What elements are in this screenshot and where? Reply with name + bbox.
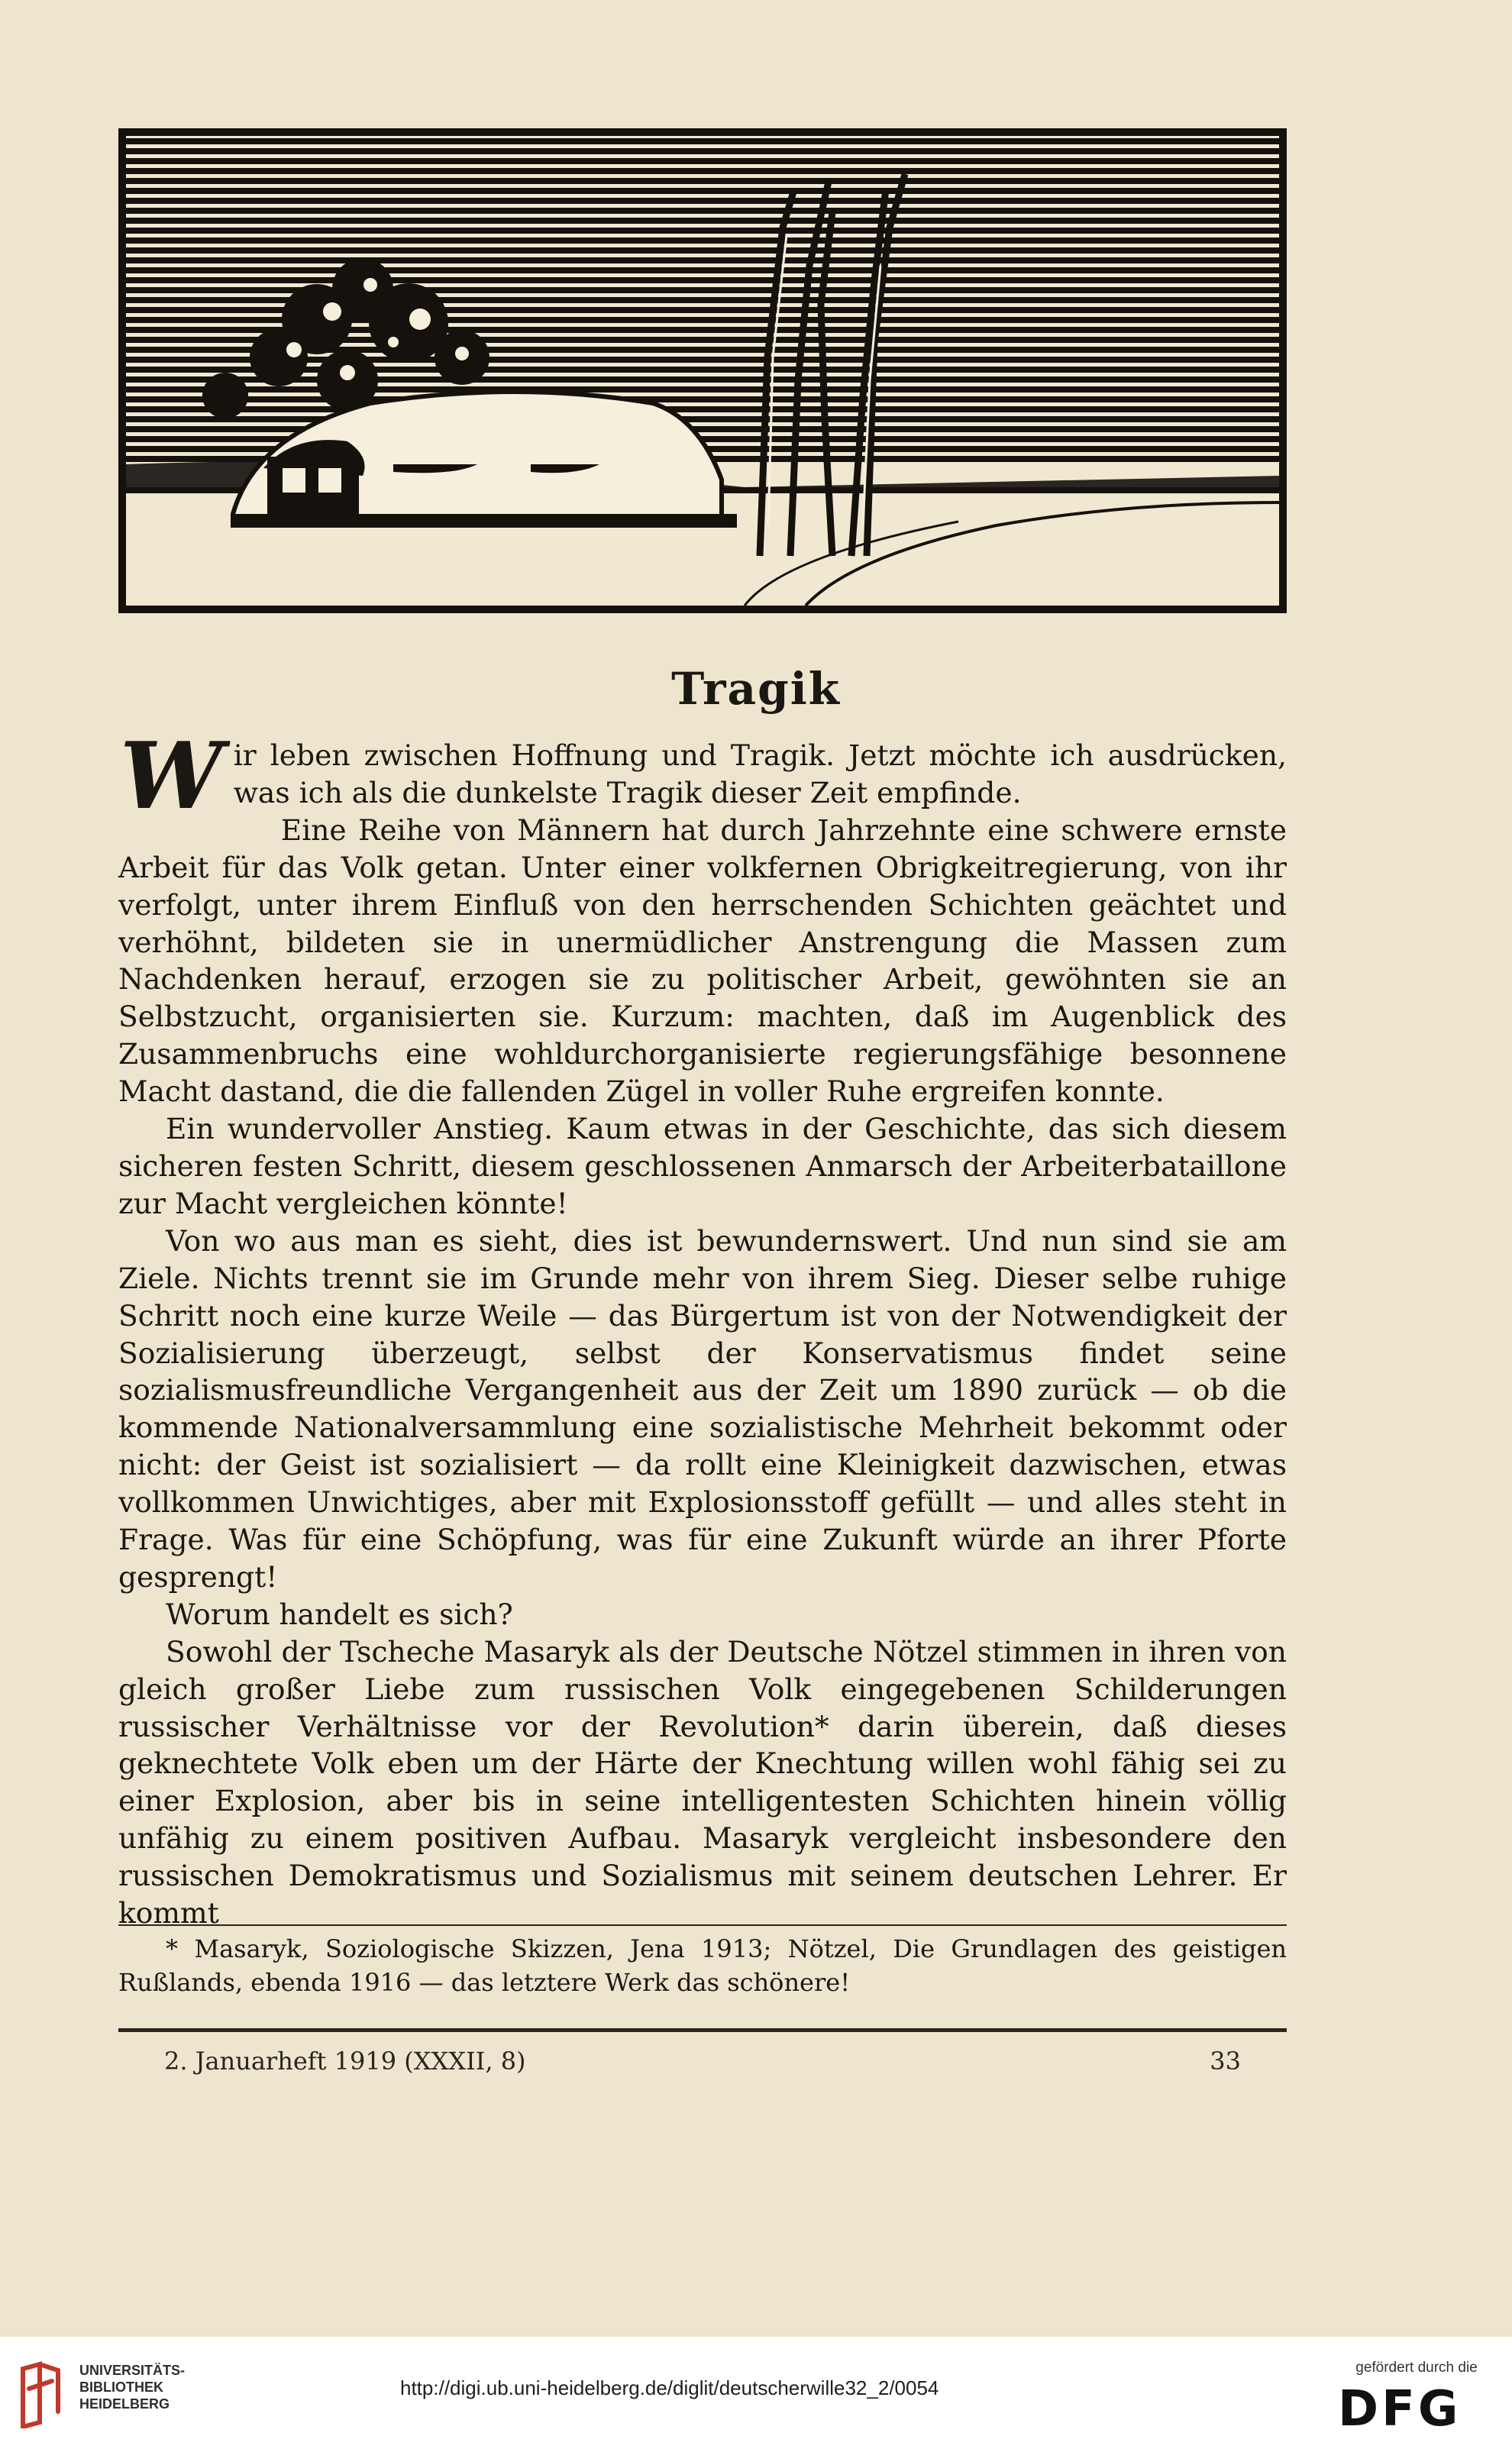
paragraph [118,722,1287,830]
library-footer-bar [0,2337,1512,2449]
footnote: * Masaryk, Soziologische Skizzen, Jena 1913; Nötzel, Die Grundlagen des geistigen Rußlands, ebenda 1916 — das letztere Werk das schönere! [118,1934,1287,1997]
paragraph-text: ir leben zwischen Hoffnung und Tragik. Jetzt möchte ich ausdrücken, was ich als die dunkelste Tragik dieser Zeit empfinde. [233,738,1287,809]
drop-cap: W [120,722,223,830]
paragraph: Worum handelt es sich? [166,1597,513,1631]
paragraph: Sowohl der Tscheche Masaryk als der Deutsche Nötzel stimmen in ihren von gleich großer Liebe zum russischen Volk eingegebenen Schilderungen russischer Verhältnisse vor der Revolution* darin überein, daß dieses geknechtete Volk eben um der Härte der Knechtung willen wohl fähig sei zu einer Explosion, aber bis in seine intelligentesten Schichten hinein völlig unfähig zu einem positiven Aufbau. Masaryk vergleicht insbesondere den russischen Demokratismus und Sozialismus mit seinem deutschen Lehrer. Er kommt [118,1634,1287,1930]
article-title: Tragik [671,663,841,715]
funded-by-label: gefördert durch die [1355,2360,1478,2376]
bottom-rule [118,2028,1287,2032]
paragraph: Von wo aus man es sieht, dies ist bewundernswert. Und nun sind sie am Ziele. Nichts trennt sie im Grunde mehr von ihrem Sieg. Dieser selbe ruhige Schritt noch eine kurze Weile — das Bürgertum ist von der Notwendigkeit der Sozialisierung überzeugt, selbst der Konservatismus findet seine sozialismusfreundliche Vergangenheit aus der Zeit um 1890 zurück — ob die kommende Nationalversammlung eine sozialistische Mehrheit bekommt oder nicht: der Geist ist sozialisiert — da rollt eine Kleinigkeit dazwischen, etwas vollkommen Unwichtiges, aber mit Explosionsstoff gefüllt — und alles steht in Frage. Was für eine Schöpfung, was für eine Zukunft würde an ihrer Pforte gesprengt! [118,1223,1287,1594]
page-number: 33 [1210,2047,1241,2076]
library-name [79,2362,185,2412]
library-name-line: UNIVERSITÄTS- [79,2363,186,2378]
article-body [118,722,1287,1932]
university-library-logo-icon [17,2358,64,2428]
issue-label: 2. Januarheft 1919 (XXXII, 8) [164,2047,526,2076]
source-url-link[interactable]: http://digi.ub.uni-heidelberg.de/diglit/deutscherwille32_2/0054 [400,2376,939,2399]
library-name-line: HEIDELBERG [79,2396,170,2412]
winter-cottage-woodcut [118,128,1287,613]
dfg-logo: DFG [1338,2381,1462,2438]
footnote-divider [118,1924,1287,1926]
library-name-line: BIBLIOTHEK [79,2380,163,2395]
paragraph: Eine Reihe von Männern hat durch Jahrzehnte eine schwere ernste Arbeit für das Volk getan. Unter einer volkfernen Obrigkeitregierung, von ihr verfolgt, unter ihrem Einfluß von den herrschenden Schichten geächtet und verhöhnt, bildeten sie in unermüdlicher Anstrengung die Massen zum Nachdenken herauf, erzogen sie zu politischer Arbeit, gewöhnten sie an Selbstzucht, organisierten sie. Kurzum: machten, daß im Augenblick des Zusammenbruchs eine wohldurchorganisierte regierungsfähige besonnene Macht dastand, die die fallenden Zügel in voller Ruhe ergreifen konnte. [118,813,1287,1109]
paragraph: Ein wundervoller Anstieg. Kaum etwas in der Geschichte, das sich diesem sicheren festen Schritt, diesem geschlossenen Anmarsch der Arbeiterbataillone zur Macht vergleichen könnte! [118,1112,1287,1220]
